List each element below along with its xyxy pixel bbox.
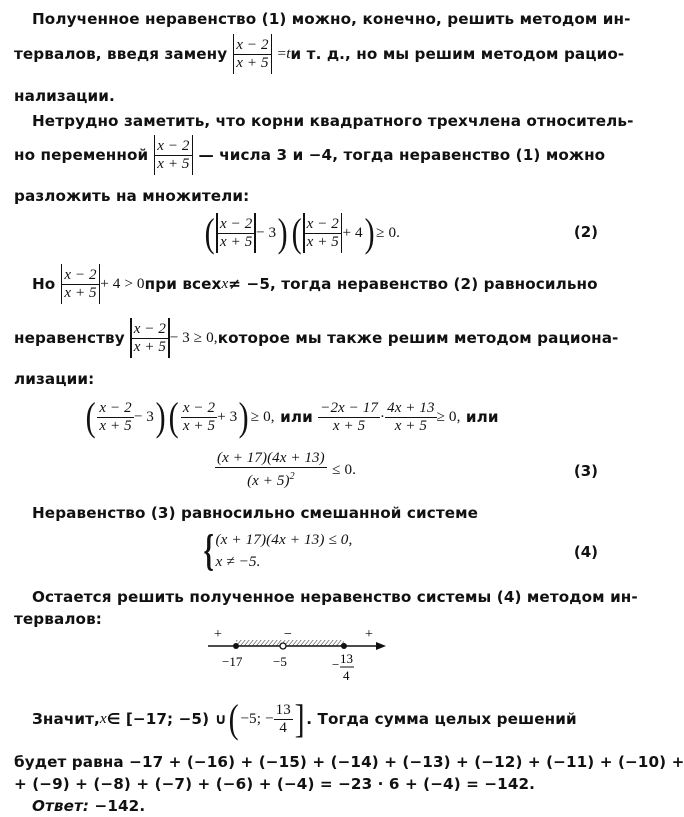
denominator: x + 5	[220, 233, 253, 250]
text: — числа 3 и −4, тогда неравенство (1) можно	[198, 146, 606, 164]
sign: +	[214, 627, 222, 642]
sign: −	[284, 627, 292, 642]
closed-point	[233, 643, 239, 649]
math: − 3	[255, 224, 277, 241]
numerator: 13	[275, 701, 291, 718]
denominator	[245, 468, 297, 490]
numerator: −2x − 17	[320, 399, 378, 416]
text-line: Остается решить полученное неравенство системы (4) методом ин-	[32, 588, 638, 606]
answer-line	[32, 797, 145, 815]
math: ≥ 0,	[250, 408, 275, 425]
text-line: будет равна −17 + (−16) + (−15) + (−14) + (−13) + (−12) + (−11) + (−10) +	[14, 753, 684, 771]
fraction	[155, 138, 191, 173]
denominator: 4	[279, 719, 288, 736]
math: − 3 ≥ 0,	[169, 329, 218, 346]
text: или	[280, 408, 313, 426]
fraction	[234, 37, 270, 72]
text-line: Нетрудно заметить, что корни квадратного трехчлена относитель-	[32, 112, 634, 130]
text-line: тервалов:	[14, 610, 102, 628]
fraction	[62, 267, 98, 302]
paren: (	[85, 394, 96, 439]
paren: (	[291, 210, 302, 255]
system-rows	[215, 529, 352, 573]
math-var: x	[99, 710, 107, 727]
math: =	[277, 45, 287, 62]
answer-label: Ответ:	[32, 797, 90, 815]
sign: +	[365, 627, 373, 642]
fraction	[305, 216, 341, 251]
paren: )	[277, 210, 288, 255]
numerator: x − 2	[182, 399, 216, 416]
text-line	[14, 32, 624, 76]
math-var: t	[286, 45, 291, 62]
tick-label-den: 4	[343, 668, 350, 683]
text: Значит,	[32, 710, 100, 728]
paren: (	[228, 696, 239, 741]
text: и т. д., но мы решим методом рацио-	[290, 45, 625, 63]
exponent: 2	[289, 471, 295, 482]
text: которое мы также решим методом рациона-	[217, 329, 619, 347]
paren: )	[364, 210, 375, 255]
denominator: x + 5	[157, 155, 190, 172]
denominator: x + 5	[99, 417, 132, 434]
text-line	[14, 316, 618, 360]
text: . Тогда сумма целых решений	[306, 710, 577, 728]
equation-number: (2)	[573, 223, 598, 241]
numerator: (x + 17)(4x + 13)	[217, 450, 325, 466]
text: или	[465, 408, 499, 426]
numerator: x − 2	[306, 215, 339, 232]
text-line: Полученное неравенство (1) можно, конечно, решить методом ин-	[32, 10, 631, 28]
text-line	[32, 696, 577, 742]
rationalization-equation	[84, 394, 499, 440]
math-var: x	[221, 275, 229, 292]
fraction	[218, 216, 254, 251]
number-line	[200, 622, 400, 692]
denominator: x + 5	[64, 284, 97, 301]
text: Но	[32, 275, 56, 293]
text-line	[14, 133, 605, 177]
text: ≠ −5, тогда неравенство (2) равносильно	[228, 275, 598, 293]
open-point	[280, 643, 286, 649]
text-line	[32, 262, 598, 306]
fraction	[181, 400, 217, 435]
numerator: x − 2	[133, 320, 167, 337]
paren: (	[169, 394, 180, 439]
math: − 3	[133, 408, 154, 425]
fraction	[385, 400, 436, 435]
numerator: x − 2	[236, 36, 269, 53]
brace: {	[203, 526, 214, 575]
arrow-icon	[376, 642, 386, 650]
fraction	[215, 450, 327, 490]
math: ·	[379, 408, 386, 425]
paren: )	[155, 394, 166, 439]
text: ∈ [−17; −5) ∪	[106, 710, 227, 728]
abs-bar	[192, 135, 194, 175]
numerator: 4x + 13	[387, 399, 435, 416]
numerator: x − 2	[99, 399, 132, 416]
text-line: нализации.	[14, 87, 115, 105]
math: −5; −	[240, 710, 274, 727]
denominator: x + 5	[394, 417, 427, 434]
tick-label: −17	[222, 654, 243, 669]
tick-label: −5	[273, 654, 287, 669]
bracket: ]	[294, 696, 305, 741]
fraction	[274, 702, 293, 737]
equation-number: (4)	[573, 543, 598, 561]
text: неравенству	[14, 329, 125, 347]
text-line: + (−9) + (−8) + (−7) + (−6) + (−4) = −23 · 6 + (−4) = −142.	[14, 775, 536, 793]
math: + 4	[342, 224, 363, 241]
denominator: x + 5	[182, 417, 216, 434]
text: при всех	[144, 275, 222, 293]
equation-2	[203, 210, 400, 256]
math: ≥ 0,	[436, 408, 461, 425]
paren: (	[204, 210, 215, 255]
answer-value: −142.	[89, 797, 146, 815]
math: + 3	[217, 408, 238, 425]
text: но переменной	[14, 146, 149, 164]
fraction	[318, 400, 380, 435]
denominator: x + 5	[236, 54, 269, 71]
numerator: x − 2	[220, 215, 253, 232]
math: ≥ 0.	[376, 224, 401, 241]
equation-3	[215, 450, 356, 490]
text: тервалов, введя замену	[14, 45, 228, 63]
text-line: разложить на множители:	[14, 187, 250, 205]
denominator: x + 5	[332, 417, 366, 434]
denominator-base: (x + 5)	[247, 473, 290, 489]
system-row: (x + 17)(4x + 13) ≤ 0,	[215, 531, 353, 548]
system-row: x ≠ −5.	[215, 553, 261, 570]
text-line: лизации:	[14, 370, 95, 388]
abs-bar	[271, 34, 273, 74]
denominator: x + 5	[306, 233, 339, 250]
denominator: x + 5	[133, 338, 167, 355]
numerator: x − 2	[157, 137, 190, 154]
math: ≤ 0.	[332, 461, 357, 478]
equation-number: (3)	[573, 462, 598, 480]
fraction	[132, 321, 168, 356]
math: + 4 > 0	[100, 275, 145, 292]
tick-label-minus: −	[332, 657, 340, 672]
paren: )	[239, 394, 250, 439]
system-4	[200, 526, 352, 576]
closed-point	[341, 643, 347, 649]
text-line: Неравенство (3) равносильно смешанной системе	[32, 504, 479, 522]
numerator: x − 2	[64, 266, 97, 283]
tick-label-num: 13	[340, 651, 353, 666]
fraction	[97, 400, 133, 435]
